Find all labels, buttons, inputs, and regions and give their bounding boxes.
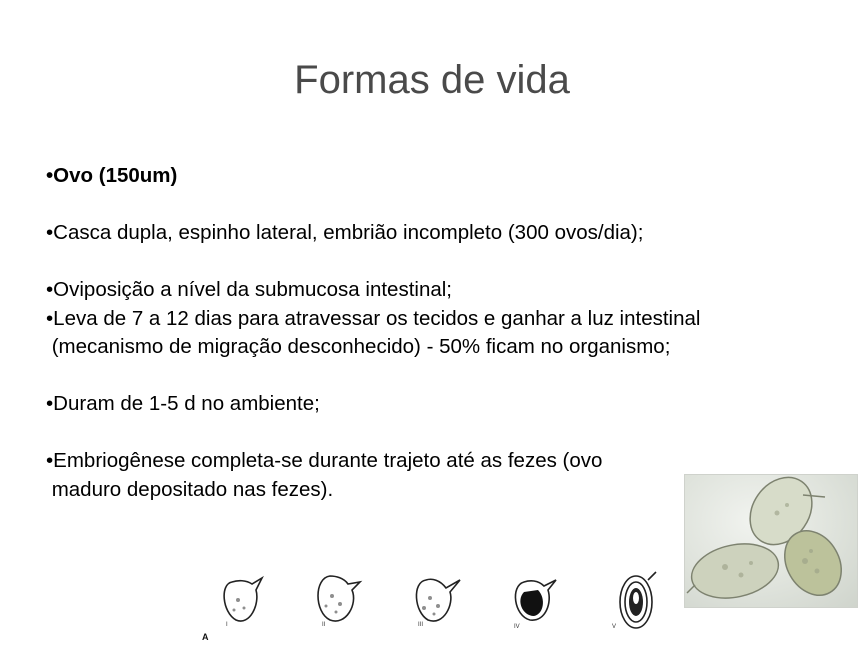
stage-label-2: II bbox=[322, 622, 326, 628]
slide-title: Formas de vida bbox=[294, 58, 570, 102]
bullet-leva-cont: (mecanismo de migração desconhecido) - 50% ficam no organismo; bbox=[46, 335, 671, 358]
egg-micrograph-icon bbox=[685, 475, 857, 607]
stage-label-5: V bbox=[612, 624, 617, 630]
stage-label-4: IV bbox=[514, 624, 520, 630]
egg-stages-drawing bbox=[198, 568, 678, 644]
heading-ovo: •Ovo (150um) bbox=[46, 164, 178, 187]
embryogenesis-stages-figure bbox=[198, 568, 678, 644]
egg-micrograph-image bbox=[684, 474, 858, 608]
bullet-embriogenese-cont: maduro depositado nas fezes). bbox=[46, 477, 334, 501]
stage-label-1: I bbox=[226, 622, 228, 628]
stage-label-3: III bbox=[418, 622, 424, 628]
bullet-duram: •Duram de 1-5 d no ambiente; bbox=[46, 392, 320, 415]
bullet-oviposicao: •Oviposição a nível da submucosa intestinal; bbox=[46, 278, 453, 301]
bullet-casca: •Casca dupla, espinho lateral, embrião incompleto (300 ovos/dia); bbox=[46, 221, 644, 244]
bullet-embriogenese: •Embriogênese completa-se durante trajeto até as fezes (ovo bbox=[46, 449, 603, 472]
panel-label: A bbox=[202, 632, 209, 642]
slide-body bbox=[46, 162, 846, 504]
bullet-leva: •Leva de 7 a 12 dias para atravessar os tecidos e ganhar a luz intestinal bbox=[46, 306, 701, 330]
